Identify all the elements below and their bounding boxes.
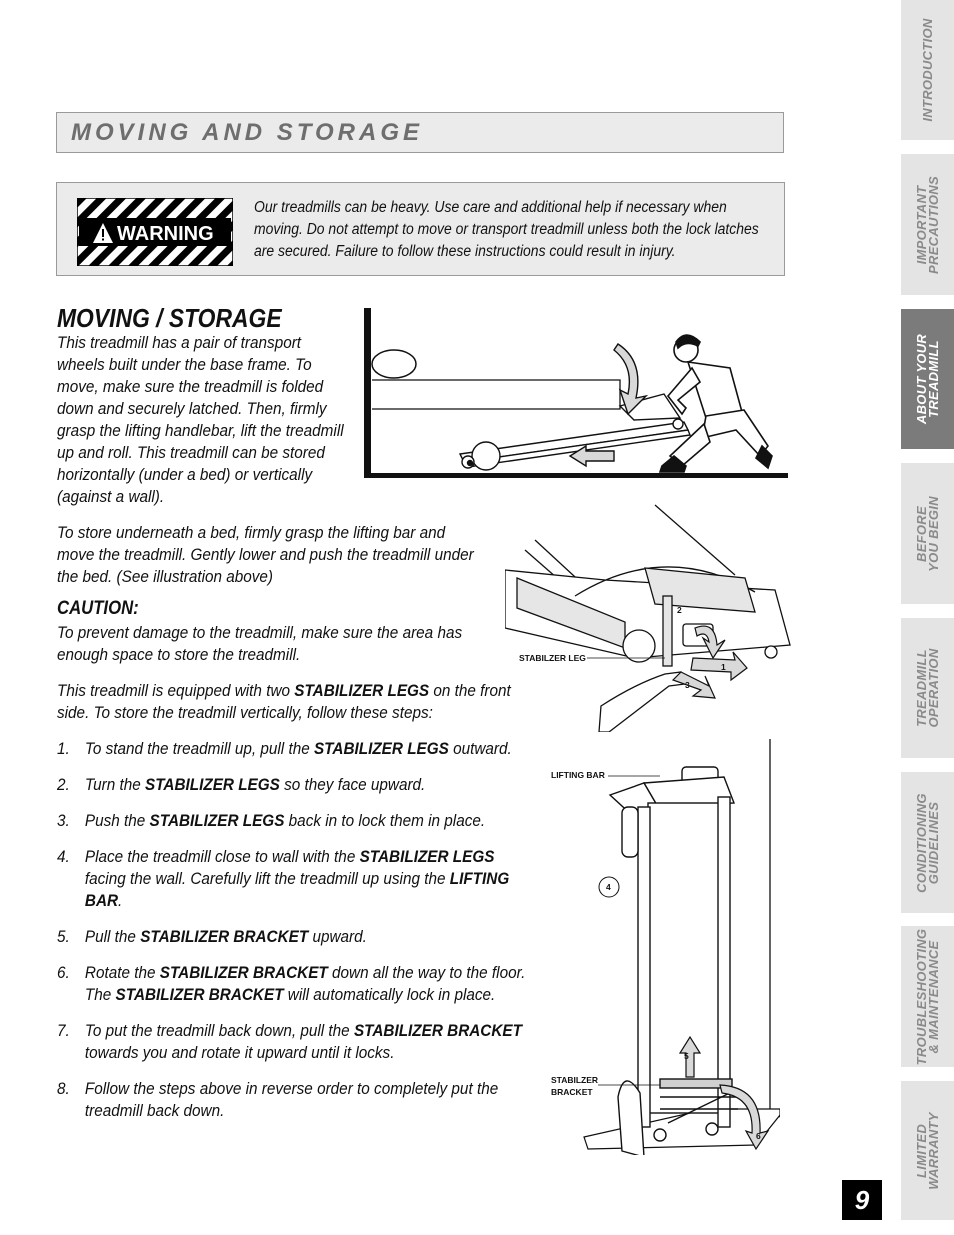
tab-label-line1: LIMITED [913,1123,929,1178]
vertical-storage-illustration [548,737,780,1155]
tab-before[interactable] [901,463,954,604]
tab-label-line2: PRECAUTIONS [925,175,941,274]
step-number: 1. [57,739,70,758]
tab-about-your[interactable] [901,309,954,449]
tab-treadmill[interactable] [901,618,954,758]
step-text-part: will automatically lock in place. [283,985,496,1004]
intro-paragraph: This treadmill has a pair of transport wheels built under the base frame. To move, make sure the treadmill is folded down and securely latched. Then, firmly grasp the lifting handlebar, lift the treadmill up and roll. This treadmill can be stored horizontally (under a bed) or vertically (against a wall). [57,333,344,506]
stabilizer-leg-illustration [505,500,805,732]
stabilizer-bracket-label-2: BRACKET [551,1087,593,1097]
caution-paragraph: To prevent damage to the treadmill, make sure the area has enough space to store the treadmill. [57,623,463,664]
step-number: 6. [57,963,70,982]
tab-label-line1: INTRODUCTION [919,18,935,122]
tab-label-line2: TREADMILL [925,340,941,418]
stabilizer-leg-label: STABILZER LEG [519,653,586,663]
tab-label-line2: GUIDELINES [925,801,941,884]
callout-5: 5 [684,1051,689,1061]
step-emphasis: STABILIZER BRACKET [353,1021,522,1040]
callout-6: 6 [756,1131,761,1141]
tab-label-line1: IMPORTANT [913,185,929,264]
step-item [57,1078,534,1122]
step-text [85,811,485,830]
person-figure [660,335,772,472]
step-text-part: outward. [448,739,512,758]
step-item [57,926,534,948]
tab-label-line1: BEFORE [913,505,929,562]
warning-badge [77,198,233,266]
step-emphasis: STABILIZER LEGS [313,739,449,758]
tab-label [913,792,941,893]
step-number: 4. [57,847,70,866]
step-number: 8. [57,1079,70,1098]
tab-label [913,928,941,1065]
step-text-part: Rotate the [84,963,160,982]
step-text-part: facing the wall. Carefully lift the treadmill up using the [84,869,450,888]
tab-limited[interactable] [901,1081,954,1220]
tab-conditioning[interactable] [901,772,954,913]
step-text-part: Place the treadmill close to wall with the [84,847,360,866]
step-text-part: Push the [84,811,150,830]
step-text-part: so they face upward. [279,775,426,794]
moving-illustration [364,306,788,482]
stabilizer-bracket-label-1: STABILZER [551,1075,599,1085]
step-emphasis: STABILIZER LEGS [359,847,495,866]
tab-label-line1: TROUBLESHOOTING [913,928,929,1065]
step-emphasis: STABILIZER LEGS [145,775,280,794]
step-text-part: back in to lock them in place. [284,811,486,830]
stabilizer-text-pre: This treadmill is equipped with two [57,681,295,700]
warning-box [56,182,785,276]
step-text [85,927,367,946]
tab-important[interactable] [901,154,954,295]
stabilizer-paragraph [57,680,530,724]
step-emphasis: STABILIZER LEGS [149,811,285,830]
step-text-part: . [118,891,123,910]
tab-label [919,18,935,122]
step-item [57,774,534,796]
section-header-bar [56,112,784,153]
step-text-part: towards you and rotate it upward until it locks. [84,1043,395,1062]
step-item [57,1020,534,1064]
step-item [57,846,534,912]
under-bed-paragraph: To store underneath a bed, firmly grasp the lifting bar and move the treadmill. Gently lower and push the treadmill under the bed. (See illustration above) [57,523,474,586]
tab-label-line1: CONDITIONING [913,792,929,893]
step-text [85,739,512,758]
step-text [85,963,525,1004]
arrow-out-icon [691,652,747,680]
callout-3: 3 [685,680,690,690]
step-text [85,847,509,910]
stabilizer-text-bold: STABILIZER LEGS [294,681,430,700]
tab-label-line2: YOU BEGIN [925,495,941,572]
tab-label [913,1111,941,1190]
lifting-bar-label: LIFTING BAR [551,770,605,780]
tab-label [913,495,941,572]
hand-figure [599,672,685,732]
step-text [85,1079,498,1120]
step-text-part: upward. [308,927,367,946]
tab-label-line1: ABOUT YOUR [913,333,929,425]
step-emphasis: STABILIZER BRACKET [159,963,328,982]
tab-label [913,648,941,728]
tab-label-line2: WARRANTY [925,1111,941,1190]
callout-4: 4 [606,882,611,892]
tab-label-line2: & MAINTENANCE [925,940,941,1053]
step-emphasis: STABILIZER BRACKET [140,927,309,946]
stabilizer-text-post: on the front side. To store the treadmill vertically, follow these steps: [57,681,511,722]
section-title: MOVING / STORAGE [57,303,282,333]
callout-2: 2 [677,605,682,615]
step-text-part: To stand the treadmill up, pull the [84,739,314,758]
step-number: 7. [57,1021,70,1040]
step-text-part: down all the way to the floor. The [84,963,526,1004]
step-number: 5. [57,927,70,946]
tab-label [913,175,941,274]
step-item [57,738,534,760]
step-text-part: Pull the [84,927,141,946]
step-text-part: Turn the [84,775,146,794]
page-title: MOVING AND STORAGE [71,119,424,146]
step-text-part: Follow the steps above in reverse order to completely put the treadmill back down. [84,1079,499,1120]
tab-label [913,333,941,425]
warning-text: Our treadmills can be heavy. Use care and additional help if necessary when moving. Do not attempt to move or transport treadmill unless both the lock latches are secured. Failure to follow these instructions could result in injury. [254,199,759,260]
callout-1: 1 [721,662,726,672]
tab-troubleshooting[interactable] [901,926,954,1067]
caution-heading: CAUTION: [57,598,139,619]
step-item [57,962,534,1006]
step-text [85,775,425,794]
tab-label-line1: TREADMILL [913,649,929,727]
step-text-part: To put the treadmill back down, pull the [84,1021,354,1040]
step-number: 3. [57,811,70,830]
step-number: 2. [57,775,70,794]
steps-list [57,738,534,1136]
tab-introduction[interactable] [901,0,954,140]
step-text [85,1021,522,1062]
step-emphasis: STABILIZER BRACKET [115,985,284,1004]
warning-badge-label: WARNING [117,223,214,245]
step-item [57,810,534,832]
step-emphasis: LIFTING BAR [84,869,510,910]
page-number: 9 [842,1180,882,1220]
tab-label-line2: OPERATION [925,648,941,728]
